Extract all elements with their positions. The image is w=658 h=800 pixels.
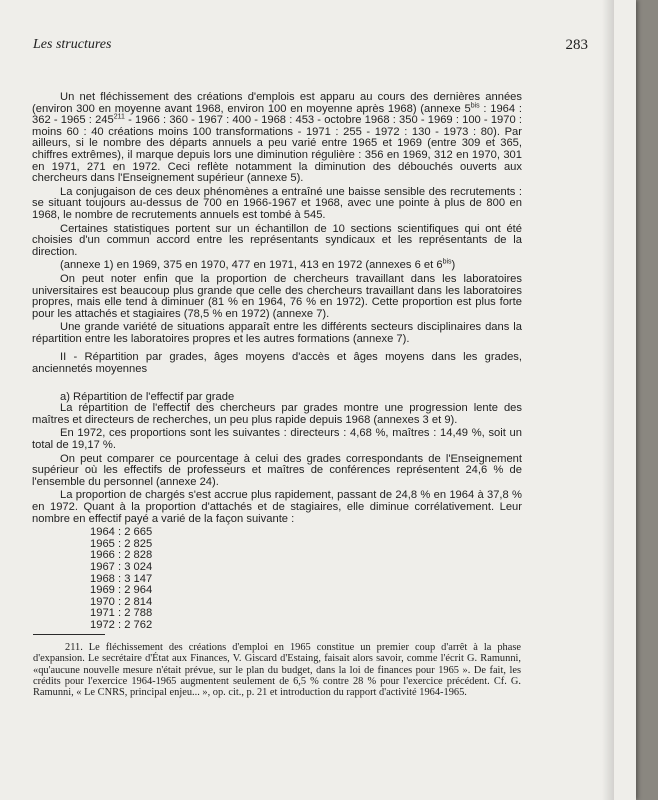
list-item: 1966 : 2 828 (90, 549, 153, 562)
list-item: 1968 : 3 147 (90, 572, 153, 585)
list-item: 1964 : 2 665 (90, 526, 153, 539)
paragraph: La répartition de l'effectif des chercheurs par grades montre une progression lente des maîtres et directeurs de recherches, un peu plus rapide depuis 1968 (annexes 3 et 9). (32, 402, 522, 426)
list-item: 1969 : 2 964 (90, 584, 153, 597)
paragraph: Certaines statistiques portent sur un échantillon de 10 sections scientifiques qui ont été choisies d'un commun accord entre les représentants syndicaux et les représentants de la direction. (32, 222, 522, 258)
body-text (32, 92, 522, 632)
paragraph: On peut comparer ce pourcentage à celui des grades correspondants de l'Enseignement supérieur où les effectifs de professeurs et maîtres de conférences représentent 24,6 % de l'ensemble du personnel (annexe 24). (32, 452, 522, 488)
list-item: 1965 : 2 825 (90, 537, 153, 550)
page-number: 283 (565, 37, 588, 53)
running-title: Les structures (33, 37, 112, 52)
footnote: 211. Le fléchissement des créations d'emploi en 1965 constitue un premier coup d'arrêt à la phase d'expansion. Le secrétaire d'État aux Finances, V. Giscard d'Estaing, faisait alors savoir, comme l'écrit G. Ramunni, «qu'aucune nouvelle mesure n'était prévue, sur le plan du budget, dans la loi de finances pour 1965 ». De fait, les crédits pour l'exercice 1964-1965 augmentent seulement de 6,5 % contre 28 % pour l'exercice précédent. Cf. G. Ramunni, « Le CNRS, principal enjeu... », op. cit., p. 21 et introduction du rapport d'activité 1964-1965. (33, 642, 521, 699)
staff-count-list (90, 527, 522, 631)
paragraph: On peut noter enfin que la proportion de chercheurs travaillant dans les laboratoires universitaires est beaucoup plus grande que celle des chercheurs travaillant dans les laboratoires propres, mais elle tend à diminuer (81 % en 1964, 76 % en 1972). Cette proportion est plus forte pour les attachés et stagiaires (78,5 % en 1972) (annexe 7). (32, 272, 522, 320)
paragraph: La proportion de chargés s'est accrue plus rapidement, passant de 24,8 % en 1964 à 37,8 % en 1972. Quant à la proportion d'attachés et de stagiaires, elle diminue corrélativement. Leur nombre en effectif payé a varié de la façon suivante : (32, 489, 522, 525)
paragraph: Une grande variété de situations apparaît entre les différents secteurs disciplinaires dans la répartition entre les laboratoires propres et les autres formations (annexe 7). (32, 321, 522, 345)
section-heading: II - Répartition par grades, âges moyens d'accès et âges moyens dans les grades, anciennetés moyennes (32, 351, 522, 376)
footnote-reference: 211 (113, 113, 125, 121)
list-item: 1970 : 2 814 (90, 595, 153, 608)
subsection-heading: a) Répartition de l'effectif par grade (60, 390, 235, 403)
paragraph: En 1972, ces proportions sont les suivantes : directeurs : 4,68 %, maîtres : 14,49 %, soit un total de 19,17 %. (32, 427, 522, 452)
list-item: 1967 : 3 024 (90, 560, 153, 573)
page-edge-shadow (602, 0, 614, 800)
footnote-separator (33, 634, 105, 635)
list-item: 1971 : 2 788 (90, 607, 153, 620)
paragraph: La conjugaison de ces deux phénomènes a entraîné une baisse sensible des recrutements : se situant toujours au-dessus de 700 en 1966-1967 et 1968, avec une pointe à plus de 800 en 1968, le nombre de recrutements annuels est tombé à 545. (32, 185, 522, 221)
paragraph: (annexe 1) en 1969, 375 en 1970, 477 en 1971, 413 en 1972 (annexes 6 et $6^{bis}$) (60, 258, 456, 272)
paragraph: Un net fléchissement des créations d'emplois est apparu au cours des dernières années (environ 300 en moyenne avant 1968, environ 100 en moyenne après 1968) (annexe $5^{bis}$ : 1964 : 362 - 1965 : $245^{211} - 1966$ : 360 - 1967 : 400 - 1968 : 453 - octobre 1968 : 350 - 1969 : 100 - 1970 : moins 60 : 40 créations moins 100 transformations - 1971 : 255 - 1972 : 130 - 1973 : 80). Par ailleurs, si le nombre des départs annuels a peu varié entre 1965 et 1969 (entre 309 et 365, chiffres extrêmes), il marque depuis lors une diminution régulière : 356 en 1969, 312 en 1970, 301 en 1971, 271 en 1972. Ceci reflète notamment la diminution des débouchés ouverts aux chercheurs dans l'Enseignement supérieur (annexe 5). (32, 91, 522, 185)
page-header (33, 37, 588, 55)
list-item: 1972 : 2 762 (90, 618, 153, 631)
